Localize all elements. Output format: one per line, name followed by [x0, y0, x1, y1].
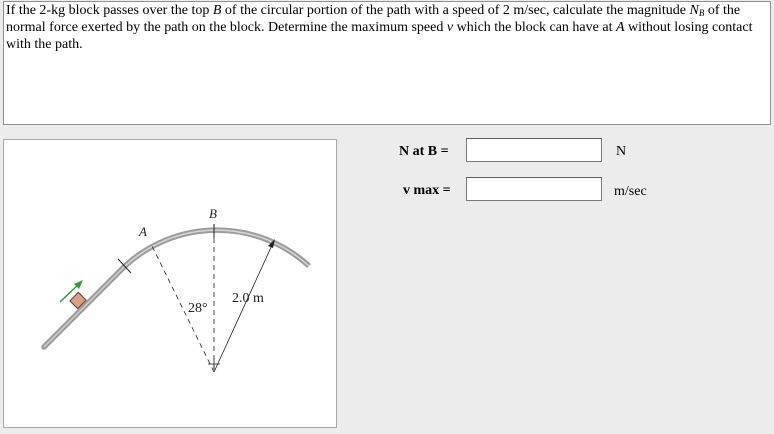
question-text-part: of the circular portion of the path with a speed of 2 m/sec, calculate the magnitude — [221, 3, 690, 18]
label-a: A — [139, 224, 147, 239]
variable-v: v — [446, 20, 454, 35]
question-text — [3, 1, 771, 125]
question-text-part: of the normal force exerted by the path on the block. Determine the maximum speed — [6, 3, 741, 35]
radius-dimension-line — [214, 243, 273, 372]
variable-a: A — [615, 20, 625, 35]
variable-n-subscript: B — [698, 8, 705, 18]
v-max-input[interactable] — [466, 177, 602, 201]
n-at-b-label: N at B = — [399, 144, 449, 159]
incline-path-shade — [44, 266, 125, 347]
path-diagram — [4, 140, 336, 427]
v-unit: m/sec — [614, 184, 647, 199]
variable-n: N — [689, 3, 699, 18]
figure-panel — [3, 139, 337, 428]
angle-label: 28° — [188, 301, 208, 316]
v-max-label: v max = — [403, 183, 451, 198]
variable-b: B — [212, 3, 222, 18]
question-text-part: If the 2-kg block passes over the top — [6, 3, 213, 18]
n-unit: N — [616, 144, 627, 159]
question-text-part: which the block can have at — [453, 20, 616, 35]
n-at-b-input[interactable] — [466, 138, 602, 162]
radius-label: 2.0 m — [232, 291, 264, 306]
question-text-part: without losing contact with the path. — [6, 20, 753, 52]
label-b: B — [209, 206, 217, 221]
